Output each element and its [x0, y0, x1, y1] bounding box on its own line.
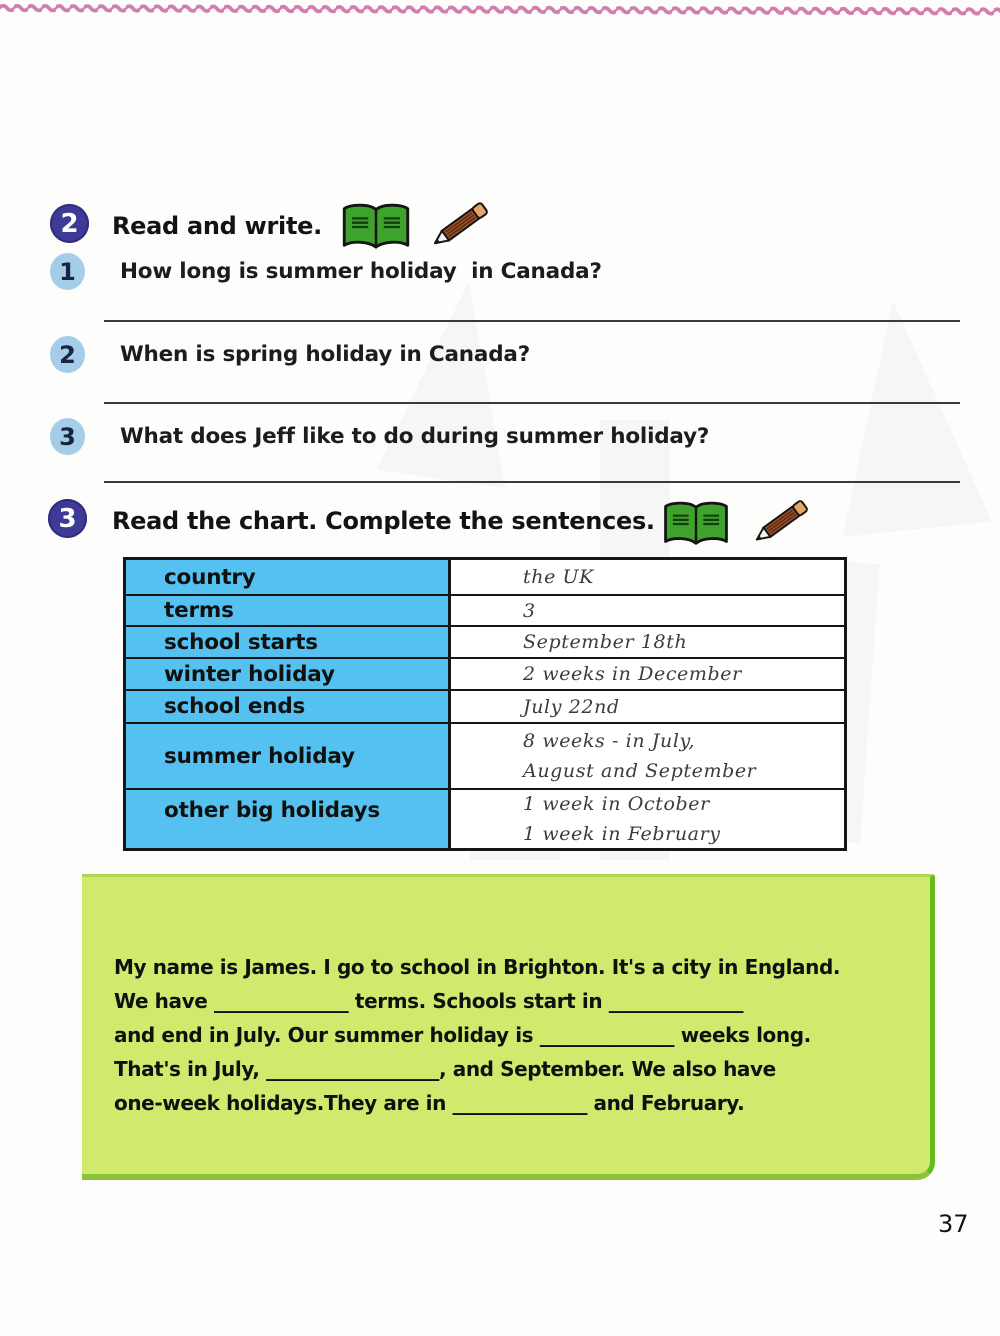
section-title: Read the chart. Complete the sentences.: [112, 507, 655, 535]
question-number-badge: [50, 336, 85, 373]
table-row: [126, 689, 844, 722]
question-number: 2: [59, 340, 76, 369]
row-label: winter holiday: [126, 659, 451, 689]
table-row: [126, 594, 844, 625]
question-text: What does Jeff like to do during summer holiday?: [120, 424, 710, 449]
watermark-shape: [818, 293, 991, 537]
section-number: 3: [58, 503, 77, 534]
question-number-badge: [50, 418, 85, 455]
question-text: How long is summer holiday in Canada?: [120, 259, 602, 284]
table-row: [126, 625, 844, 657]
row-label: school starts: [126, 627, 451, 657]
table-row: [126, 657, 844, 689]
passage-line: We have ______________ terms. Schools start in ______________: [114, 989, 744, 1013]
pencil-icon: [424, 198, 496, 252]
passage: [114, 950, 840, 1120]
section-badge: [48, 499, 87, 538]
open-book-icon: [338, 202, 414, 252]
table-row: [126, 788, 844, 848]
row-value: 1 week in October 1 week in February: [523, 793, 721, 845]
answer-line[interactable]: [104, 481, 960, 483]
pencil-icon: [746, 496, 816, 548]
row-label: country: [126, 560, 451, 594]
open-book-icon: [660, 500, 732, 548]
watermark-shape: [377, 272, 534, 488]
section-title: Read and write.: [112, 212, 322, 240]
row-value: 2 weeks in December: [523, 663, 742, 685]
row-label: other big holidays: [126, 790, 451, 848]
page-number: 37: [938, 1210, 969, 1238]
question-number: 1: [59, 257, 76, 286]
question-number-badge: [50, 253, 85, 290]
section-badge: [50, 204, 89, 243]
passage-line: My name is James. I go to school in Brighton. It's a city in England.: [114, 955, 841, 979]
section-number: 2: [60, 208, 79, 239]
row-value: 8 weeks - in July, August and September: [523, 730, 757, 782]
answer-line[interactable]: [104, 320, 960, 322]
row-label: terms: [126, 596, 451, 625]
passage-line: That's in July, __________________, and September. We also have: [114, 1057, 776, 1081]
row-label: summer holiday: [126, 724, 451, 788]
table-row: [126, 560, 844, 594]
question-text: When is spring holiday in Canada?: [120, 342, 530, 367]
wavy-divider: [0, 0, 1000, 16]
row-value: September 18th: [523, 631, 688, 653]
answer-line[interactable]: [104, 402, 960, 404]
table-row: [126, 722, 844, 788]
question-number: 3: [59, 422, 76, 451]
holiday-chart-table: [123, 557, 847, 851]
passage-line: one-week holidays.They are in ______________ and February.: [114, 1091, 745, 1115]
row-value: 3: [523, 599, 536, 622]
row-value: the UK: [523, 566, 594, 588]
passage-line: and end in July. Our summer holiday is ______________ weeks long.: [114, 1023, 811, 1047]
row-value: July 22nd: [523, 695, 620, 718]
row-label: school ends: [126, 691, 451, 722]
